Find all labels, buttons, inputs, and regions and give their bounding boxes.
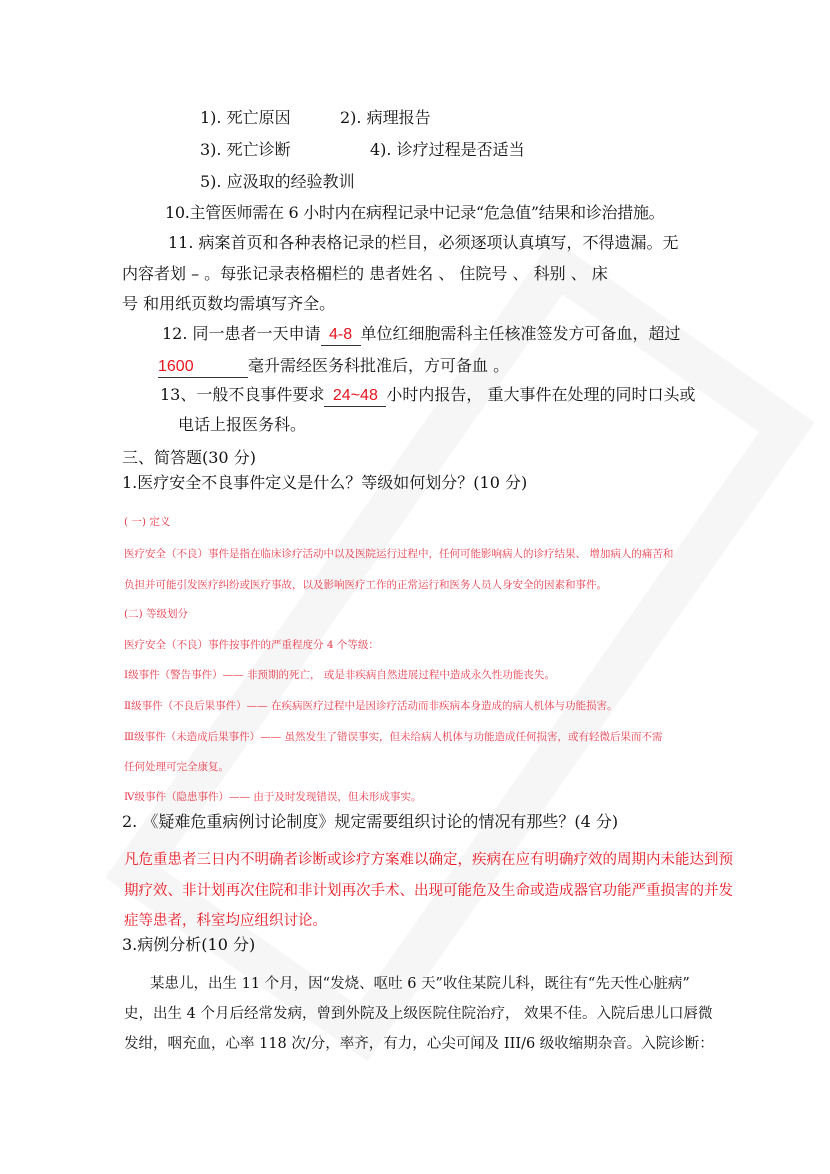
- q12-text: 单位红细胞需科主任核准签发方可备血，超过: [360, 324, 681, 343]
- grade-1: Ⅰ级事件（警告事件）—— 非预期的死亡， 或是非疾病自然进展过程中造成永久性功能丧失。: [124, 669, 555, 681]
- question-12-line1: [162, 324, 681, 346]
- question-11-line3: 号 和用纸页数均需填写齐全。: [122, 294, 336, 313]
- q12-text: 12. 同一患者一天申请: [162, 324, 321, 343]
- case-text: 发绀，咽充血，心率 118 次/分，率齐，有力，心尖可闻及 III/6 级收缩期杂音。入院诊断：: [124, 1036, 714, 1052]
- answer-text: 负担并可能引发医疗纠纷或医疗事故，以及影响医疗工作的正常运行和医务人员人身安全的因素和事件。: [124, 579, 607, 591]
- answer-text: 凡危重患者三日内不明确者诊断或诊疗方案难以确定，疾病在应有明确疗效的周期内未能达到预: [124, 852, 733, 868]
- grade-2: Ⅱ级事件（不良后果事件）—— 在疾病医疗过程中是因诊疗活动而非疾病本身造成的病人机体与功能损害。: [124, 700, 618, 712]
- q13-text: 13、一般不良事件要求: [160, 385, 325, 404]
- list-item: 1). 死亡原因: [200, 108, 291, 127]
- subheading-definition: ( 一) 定义: [124, 516, 171, 528]
- list-item: 3). 死亡诊断: [200, 140, 291, 159]
- case-text: 某患儿，出生 11 个月，因“发烧、呕吐 6 天”收住某院儿科，既往有“先天性心脏病”: [150, 976, 690, 992]
- question-1: 1.医疗安全不良事件定义是什么？等级如何划分？(10 分): [122, 473, 528, 492]
- section-heading: 三、简答题(30 分): [122, 448, 256, 467]
- grade-4: Ⅳ级事件（隐患事件）—— 由于及时发现错误，但未形成事实。: [124, 791, 422, 803]
- answer-text: 医疗安全（不良）事件是指在临床诊疗活动中以及医院运行过程中，任何可能影响病人的诊疗结果、 增加病人的痛苦和: [124, 548, 674, 560]
- question-11-line1: 11. 病案首页和各种表格记录的栏目，必须逐项认真填写，不得遗漏。无: [168, 233, 679, 252]
- answer-text: 期疗效、非计划再次住院和非计划再次手术、出现可能危及生命或造成器官功能严重损害的并发: [124, 883, 733, 899]
- question-3: 3.病例分析(10 分): [122, 935, 256, 954]
- answer-text: 症等患者，科室均应组织讨论。: [124, 913, 327, 929]
- list-item: 5). 应汲取的经验教训: [200, 172, 355, 191]
- subheading-grades: (二) 等级划分: [124, 608, 189, 620]
- question-11-line2: 内容者划 – 。每张记录表格楣栏的 患者姓名 、 住院号 、 科别 、 床: [122, 264, 608, 283]
- question-12-line2: [158, 356, 509, 378]
- answer-blank: 24~48: [324, 386, 386, 407]
- grade-3: Ⅲ级事件（未造成后果事件）—— 虽然发生了错误事实，但未给病人机体与功能造成任何损害，或有轻微后果而不需: [124, 731, 663, 743]
- question-2: 2. 《疑难危重病例讨论制度》规定需要组织讨论的情况有那些？(4 分): [122, 812, 619, 831]
- answer-blank: 4-8: [321, 325, 361, 346]
- question-13-line1: [160, 385, 695, 407]
- question-13-line2: 电话上报医务科。: [178, 415, 307, 434]
- q12-text: 毫升需经医务科批准后，方可备血 。: [248, 356, 510, 375]
- list-item: 2). 病理报告: [340, 108, 431, 127]
- answer-blank: 1600: [158, 357, 248, 378]
- q13-text: 小时内报告， 重大事件在处理的同时口头或: [386, 385, 696, 404]
- question-10: 10.主管医师需在 6 小时内在病程记录中记录“危急值”结果和诊治措施。: [165, 203, 665, 222]
- case-text: 史，出生 4 个月后经常发病，曾到外院及上级医院住院治疗， 效果不佳。入院后患儿口唇微: [124, 1006, 713, 1022]
- answer-text: 医疗安全（不良）事件按事件的严重程度分 4 个等级：: [124, 639, 379, 651]
- grade-3-cont: 任何处理可完全康复。: [124, 761, 229, 773]
- list-item: 4). 诊疗过程是否适当: [370, 140, 525, 159]
